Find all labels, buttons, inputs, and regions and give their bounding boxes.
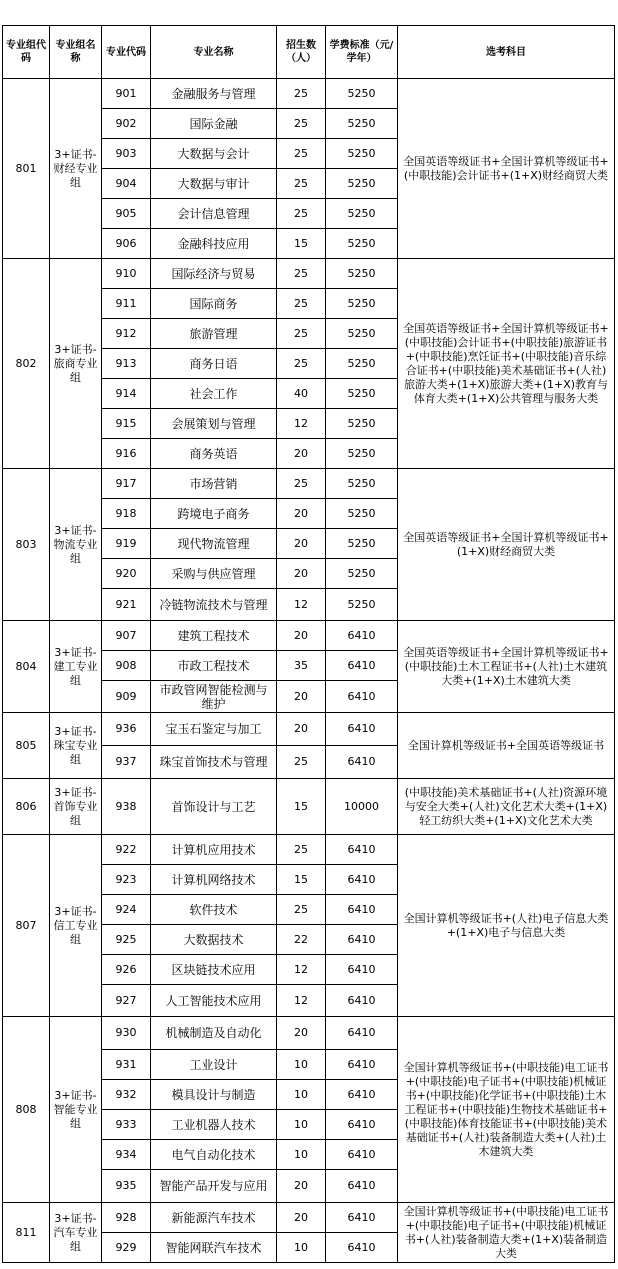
fee-cell: 6410	[326, 1170, 398, 1203]
major-name-cell: 珠宝首饰技术与管理	[151, 746, 277, 779]
header-enroll: 招生数（人）	[277, 26, 326, 79]
admissions-table	[2, 25, 615, 1263]
major-name-cell: 大数据技术	[151, 925, 277, 955]
major-code-cell: 932	[102, 1080, 151, 1110]
major-code-cell: 938	[102, 779, 151, 835]
enroll-cell: 25	[277, 109, 326, 139]
major-name-cell: 工业机器人技术	[151, 1110, 277, 1140]
fee-cell: 6410	[326, 955, 398, 985]
fee-cell: 5250	[326, 499, 398, 529]
major-code-cell: 904	[102, 169, 151, 199]
enroll-cell: 20	[277, 439, 326, 469]
major-code-cell: 902	[102, 109, 151, 139]
fee-cell: 6410	[326, 621, 398, 651]
fee-cell: 5250	[326, 469, 398, 499]
admissions-table-container	[2, 25, 615, 1263]
table-row	[3, 835, 615, 865]
major-name-cell: 首饰设计与工艺	[151, 779, 277, 835]
major-code-cell: 908	[102, 651, 151, 681]
header-group-name: 专业组名称	[50, 26, 102, 79]
subjects-cell: 全国英语等级证书+全国计算机等级证书+(中职技能)会计证书+(1+X)财经商贸大类	[398, 79, 615, 259]
fee-cell: 6410	[326, 1080, 398, 1110]
fee-cell: 5250	[326, 379, 398, 409]
enroll-cell: 25	[277, 139, 326, 169]
major-name-cell: 冷链物流技术与管理	[151, 589, 277, 621]
group-name-cell: 3+证书-信工专业组	[50, 835, 102, 1017]
enroll-cell: 20	[277, 499, 326, 529]
major-name-cell: 采购与供应管理	[151, 559, 277, 589]
major-code-cell: 911	[102, 289, 151, 319]
major-name-cell: 跨境电子商务	[151, 499, 277, 529]
enroll-cell: 10	[277, 1140, 326, 1170]
enroll-cell: 20	[277, 621, 326, 651]
fee-cell: 5250	[326, 439, 398, 469]
major-code-cell: 907	[102, 621, 151, 651]
table-row	[3, 259, 615, 289]
major-code-cell: 934	[102, 1140, 151, 1170]
enroll-cell: 12	[277, 409, 326, 439]
subjects-cell: 全国计算机等级证书+(中职技能)电工证书+(中职技能)电子证书+(中职技能)机械证书+(中职技能)化学证书+(中职技能)土木工程证书+(中职技能)生物技术基础证书+(中职技能)体育技能证书+(中职技能)美术基础证书+(人社)装备制造大类+(人社)土木建筑大类	[398, 1017, 615, 1203]
major-name-cell: 电气自动化技术	[151, 1140, 277, 1170]
fee-cell: 5250	[326, 259, 398, 289]
table-row	[3, 79, 615, 109]
fee-cell: 5250	[326, 529, 398, 559]
enroll-cell: 20	[277, 1017, 326, 1050]
fee-cell: 5250	[326, 559, 398, 589]
fee-cell: 6410	[326, 835, 398, 865]
group-name-cell: 3+证书-汽车专业组	[50, 1203, 102, 1263]
table-row	[3, 1203, 615, 1233]
major-name-cell: 市政管网智能检测与维护	[151, 681, 277, 713]
major-name-cell: 工业设计	[151, 1050, 277, 1080]
subjects-cell: 全国英语等级证书+全国计算机等级证书+(1+X)财经商贸大类	[398, 469, 615, 621]
enroll-cell: 25	[277, 895, 326, 925]
fee-cell: 6410	[326, 1017, 398, 1050]
table-row	[3, 469, 615, 499]
major-name-cell: 会计信息管理	[151, 199, 277, 229]
major-name-cell: 智能网联汽车技术	[151, 1233, 277, 1263]
major-code-cell: 926	[102, 955, 151, 985]
fee-cell: 5250	[326, 229, 398, 259]
enroll-cell: 25	[277, 289, 326, 319]
fee-cell: 5250	[326, 349, 398, 379]
fee-cell: 6410	[326, 746, 398, 779]
header-major-code: 专业代码	[102, 26, 151, 79]
header-row	[3, 26, 615, 79]
enroll-cell: 20	[277, 529, 326, 559]
major-code-cell: 913	[102, 349, 151, 379]
major-code-cell: 909	[102, 681, 151, 713]
major-code-cell: 920	[102, 559, 151, 589]
fee-cell: 6410	[326, 1110, 398, 1140]
major-name-cell: 现代物流管理	[151, 529, 277, 559]
major-code-cell: 905	[102, 199, 151, 229]
major-name-cell: 国际商务	[151, 289, 277, 319]
group-code-cell: 808	[3, 1017, 50, 1203]
table-row	[3, 1017, 615, 1050]
major-name-cell: 商务英语	[151, 439, 277, 469]
enroll-cell: 12	[277, 589, 326, 621]
enroll-cell: 35	[277, 651, 326, 681]
subjects-cell: 全国计算机等级证书+(中职技能)电工证书+(中职技能)电子证书+(中职技能)机械证书+(人社)装备制造大类+(1+X)装备制造大类	[398, 1203, 615, 1263]
enroll-cell: 10	[277, 1110, 326, 1140]
group-name-cell: 3+证书-物流专业组	[50, 469, 102, 621]
major-code-cell: 915	[102, 409, 151, 439]
header-major-name: 专业名称	[151, 26, 277, 79]
major-code-cell: 922	[102, 835, 151, 865]
major-name-cell: 商务日语	[151, 349, 277, 379]
major-name-cell: 计算机网络技术	[151, 865, 277, 895]
group-code-cell: 801	[3, 79, 50, 259]
fee-cell: 6410	[326, 895, 398, 925]
group-code-cell: 807	[3, 835, 50, 1017]
enroll-cell: 25	[277, 169, 326, 199]
major-code-cell: 936	[102, 713, 151, 746]
fee-cell: 6410	[326, 1050, 398, 1080]
enroll-cell: 25	[277, 259, 326, 289]
major-code-cell: 935	[102, 1170, 151, 1203]
group-code-cell: 805	[3, 713, 50, 779]
header-subjects: 选考科目	[398, 26, 615, 79]
fee-cell: 6410	[326, 681, 398, 713]
major-name-cell: 大数据与会计	[151, 139, 277, 169]
enroll-cell: 20	[277, 559, 326, 589]
fee-cell: 5250	[326, 79, 398, 109]
fee-cell: 5250	[326, 589, 398, 621]
group-code-cell: 803	[3, 469, 50, 621]
major-code-cell: 916	[102, 439, 151, 469]
major-name-cell: 软件技术	[151, 895, 277, 925]
fee-cell: 5250	[326, 139, 398, 169]
group-name-cell: 3+证书-建工专业组	[50, 621, 102, 713]
fee-cell: 5250	[326, 109, 398, 139]
enroll-cell: 10	[277, 1233, 326, 1263]
fee-cell: 6410	[326, 865, 398, 895]
enroll-cell: 20	[277, 1203, 326, 1233]
fee-cell: 6410	[326, 1203, 398, 1233]
group-name-cell: 3+证书-旅商专业组	[50, 259, 102, 469]
group-name-cell: 3+证书-珠宝专业组	[50, 713, 102, 779]
enroll-cell: 20	[277, 1170, 326, 1203]
major-code-cell: 923	[102, 865, 151, 895]
major-name-cell: 国际金融	[151, 109, 277, 139]
fee-cell: 5250	[326, 319, 398, 349]
major-name-cell: 金融科技应用	[151, 229, 277, 259]
major-code-cell: 921	[102, 589, 151, 621]
enroll-cell: 10	[277, 1050, 326, 1080]
major-code-cell: 901	[102, 79, 151, 109]
enroll-cell: 40	[277, 379, 326, 409]
major-name-cell: 大数据与审计	[151, 169, 277, 199]
fee-cell: 6410	[326, 713, 398, 746]
major-name-cell: 金融服务与管理	[151, 79, 277, 109]
major-name-cell: 机械制造及自动化	[151, 1017, 277, 1050]
subjects-cell: 全国英语等级证书+全国计算机等级证书+(中职技能)会计证书+(中职技能)旅游证书+(中职技能)烹饪证书+(中职技能)音乐综合证书+(中职技能)美术基础证书+(人社)旅游大类+(1+X)旅游大类+(1+X)教育与体育大类+(1+X)公共管理与服务大类	[398, 259, 615, 469]
group-name-cell: 3+证书-财经专业组	[50, 79, 102, 259]
enroll-cell: 20	[277, 681, 326, 713]
fee-cell: 5250	[326, 199, 398, 229]
header-fee: 学费标准（元/学年）	[326, 26, 398, 79]
major-name-cell: 计算机应用技术	[151, 835, 277, 865]
enroll-cell: 25	[277, 835, 326, 865]
enroll-cell: 20	[277, 713, 326, 746]
major-code-cell: 906	[102, 229, 151, 259]
fee-cell: 6410	[326, 651, 398, 681]
group-name-cell: 3+证书-智能专业组	[50, 1017, 102, 1203]
table-row	[3, 713, 615, 746]
enroll-cell: 15	[277, 229, 326, 259]
enroll-cell: 25	[277, 79, 326, 109]
major-code-cell: 924	[102, 895, 151, 925]
major-code-cell: 933	[102, 1110, 151, 1140]
major-name-cell: 旅游管理	[151, 319, 277, 349]
fee-cell: 6410	[326, 985, 398, 1017]
major-code-cell: 903	[102, 139, 151, 169]
subjects-cell: 全国计算机等级证书+(人社)电子信息大类+(1+X)电子与信息大类	[398, 835, 615, 1017]
fee-cell: 6410	[326, 1233, 398, 1263]
major-name-cell: 智能产品开发与应用	[151, 1170, 277, 1203]
enroll-cell: 10	[277, 1080, 326, 1110]
major-name-cell: 模具设计与制造	[151, 1080, 277, 1110]
fee-cell: 6410	[326, 1140, 398, 1170]
subjects-cell: (中职技能)美术基础证书+(人社)资源环境与安全大类+(人社)文化艺术大类+(1+X)轻工纺织大类+(1+X)文化艺术大类	[398, 779, 615, 835]
fee-cell: 5250	[326, 289, 398, 319]
enroll-cell: 12	[277, 985, 326, 1017]
table-row	[3, 621, 615, 651]
group-code-cell: 811	[3, 1203, 50, 1263]
major-code-cell: 931	[102, 1050, 151, 1080]
major-code-cell: 930	[102, 1017, 151, 1050]
enroll-cell: 25	[277, 469, 326, 499]
group-code-cell: 804	[3, 621, 50, 713]
major-code-cell: 928	[102, 1203, 151, 1233]
major-name-cell: 宝玉石鉴定与加工	[151, 713, 277, 746]
major-name-cell: 建筑工程技术	[151, 621, 277, 651]
major-name-cell: 区块链技术应用	[151, 955, 277, 985]
major-name-cell: 会展策划与管理	[151, 409, 277, 439]
group-code-cell: 806	[3, 779, 50, 835]
major-code-cell: 929	[102, 1233, 151, 1263]
major-name-cell: 社会工作	[151, 379, 277, 409]
enroll-cell: 15	[277, 865, 326, 895]
header-group-code: 专业组代码	[3, 26, 50, 79]
major-name-cell: 人工智能技术应用	[151, 985, 277, 1017]
subjects-cell: 全国英语等级证书+全国计算机等级证书+(中职技能)土木工程证书+(人社)土木建筑大类+(1+X)土木建筑大类	[398, 621, 615, 713]
enroll-cell: 25	[277, 349, 326, 379]
enroll-cell: 25	[277, 746, 326, 779]
enroll-cell: 22	[277, 925, 326, 955]
major-code-cell: 918	[102, 499, 151, 529]
table-row	[3, 779, 615, 835]
enroll-cell: 25	[277, 199, 326, 229]
group-name-cell: 3+证书-首饰专业组	[50, 779, 102, 835]
major-code-cell: 925	[102, 925, 151, 955]
subjects-cell: 全国计算机等级证书+全国英语等级证书	[398, 713, 615, 779]
major-name-cell: 市场营销	[151, 469, 277, 499]
table-body	[3, 79, 615, 1263]
major-code-cell: 910	[102, 259, 151, 289]
major-code-cell: 914	[102, 379, 151, 409]
enroll-cell: 25	[277, 319, 326, 349]
major-code-cell: 919	[102, 529, 151, 559]
fee-cell: 6410	[326, 925, 398, 955]
major-code-cell: 927	[102, 985, 151, 1017]
major-code-cell: 912	[102, 319, 151, 349]
major-code-cell: 937	[102, 746, 151, 779]
group-code-cell: 802	[3, 259, 50, 469]
fee-cell: 5250	[326, 169, 398, 199]
major-code-cell: 917	[102, 469, 151, 499]
fee-cell: 10000	[326, 779, 398, 835]
major-name-cell: 国际经济与贸易	[151, 259, 277, 289]
major-name-cell: 新能源汽车技术	[151, 1203, 277, 1233]
fee-cell: 5250	[326, 409, 398, 439]
major-name-cell: 市政工程技术	[151, 651, 277, 681]
enroll-cell: 12	[277, 955, 326, 985]
enroll-cell: 15	[277, 779, 326, 835]
